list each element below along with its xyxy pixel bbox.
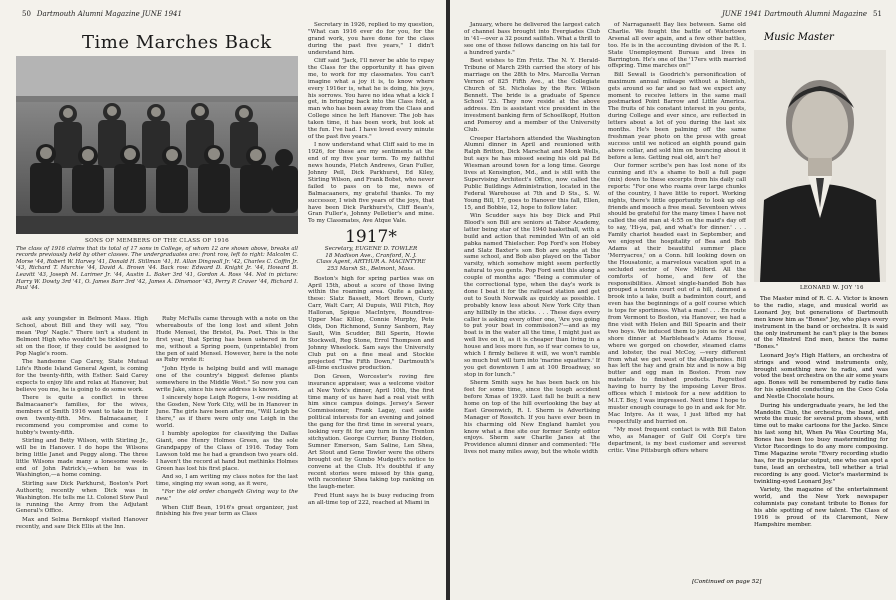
paragraph: I sincerely hope Leigh Rogers, 1-ow residing at the Gosden, New York City, will be in Hanover in June. The girls have been after me, "Will Leigh be there," as if there were only one Leigh in the world. — [156, 394, 298, 429]
paragraph: Max and Selma Bernkopf visited Hanover recently, and saw Dick Ellis at the Inn. — [16, 516, 148, 530]
paragraph: Creeper Hartshorn attended the Washington Alumni dinner in April and reunioned with Ralph Britton, Dick Marschat and Monk Wells, but says he has missed seeing his old pal Ed Wiesman around town for a long time. George lives at Kensington, Md., and is still with the Supervising Architect's Office, now called the Public Buildings Administration, located in the Federal Warehouse at 7th and D Sts., S. W. Young Bill, 17, goes to Hanover this fall, Ellen, 15, and Bobbie, 12, hope to follow later. — [464, 135, 600, 211]
paragraph: Leonard Joy's High Hatters, an orchestra of strings and wood wind instruments only, brought something new to radio, and was voted the best orchestra on the air some years ago. Bones will be remembered by radio fans for his splendid conducting on the Coco Cola and Nestle Chocolate hours. — [754, 352, 888, 401]
music-master-title: Music Master — [764, 32, 834, 43]
paragraph: "John Hyde is helping build and will manage one of the country's biggest defense plants somewhere in the Middle West." So now you can write Jake, since his new address is known. — [156, 365, 298, 393]
class-secretary: Secretary, EUGENE D. TOWLER — [324, 246, 418, 253]
paragraph: I now understand what Cliff said to me in 1926, for these are my sentiments at the end of my five year term. To my faithful news hounds, Fletch Andrews, Gran Fuller, Johnny Pell, Dick Parkhurst, Ed Kiley, Stirling Wilson, and Frank Bobst, who never failed to pass on to me, news of Balmacaaners, my grateful thanks. To my successor, I wish five years of the joys, that have been Dick Parkhurst's, Cliff Bean's, Gran Fuller's, Johnny Pelletier's and mine. To my Classmates, Ave Atque Vale. — [308, 142, 434, 225]
paragraph: Bill Sewall is Goodrich's personification of maximum annual mileage without a blemish, gets around so far and so fast we expect any moment to receive letters in the same mail postmarked Point Barrow and Little America. The fruits of his constant interest in you gents, during College and ever since, are reflected in letters about a lot of you during the last six months. He's been palming off the same freshman year photo on the press with great success until we noticed an eighth pound gain above collar, and sold him on bouncing about it before a lens. Getting real old, ain't he? — [608, 71, 746, 161]
paragraph: Secretary in 1926, replied to my question, "What can 1916 ever do for you, for the grand work, you have done for the class during the past five years," I didn't understand him. — [308, 22, 434, 56]
class-sons-photo-image — [16, 56, 298, 234]
paragraph: Ruby McFalls came through with a note on the whereabouts of the long lost and silent John Hude Mensel, the Bristol, Pa. Poet. This is the first year, that Spring has been ushered in for me, without a Spring poem, (unprintable) from the pen of said Mensel. However, here is the note as Ruby wrote it: — [156, 316, 298, 364]
paragraph: Variety, the magazine of the entertainment world, and the New York newspaper columnists pay constant tribute to Bones for his able spotting of new talent. The Class of 1916 is proud of its Claremont, New Hampshire member. — [754, 486, 888, 528]
paragraph: January, where he delivered the largest catch of channel bass brought into Evergiades Club in '41—over a 32 pound sailfish. What a thrill to see one of those fellows dancing on his tail for a hundred yards." — [464, 22, 600, 56]
class-1917-heading — [308, 229, 434, 272]
paragraph: Stirling saw Dick Parkhurst, Boston's Port Authority, recently when Dick was in Washington. He tells me Lt. Colonel Stew Paul is running the Army from the Adjutant General's Office. — [16, 480, 148, 515]
paragraph: Don Green, Worcester's roving fire insurance appraiser, was a welcome visitor at New York's dinner, April 10th, the first time many of us have had a real visit with him since campus doings. Jersey's Sewer Commissioner, Frank Lagay, cast aside political interests for an evening and joined the gang for the first time in several years, looking very fit for any turn in the Trenton sitchyation. George Currier, Bunny Holden, Sumner Emerson, Sam Saline, Len Shea, Art Stout and Gene Towler were the others brought out by Gumbo Mudgett's notice to convene at the Club. It's doubtful if any recent stories were missed by this gang, with raconteur Shea taking top ranking on the laugh-meter. — [308, 373, 434, 491]
left-column-2 — [156, 316, 298, 600]
paragraph: The handsome Cap Carey, State Mutual Life's Rhode Island General Agent, is coming for the twenty-fifth, with Esther. Said Carey expects to enjoy life and relax at Hanover, but believe you me, he is going to do some work. — [16, 358, 148, 393]
paragraph: "My most frequent contact is with Bill Eaton who, as Manager of Gulf Oil Corp's tire department, is my best customer and severest critic. Vine Pittsburgh offers where — [608, 427, 746, 454]
left-column-3 — [308, 22, 434, 600]
paragraph: Win Scudder says his boy Dick and Phil Blood's son Bill are seniors at Tabor Academy, latter being star of the 1940 basketball, with a build and action that reminded Win of an old pabka named Thielscher. Pop Ford's son Hobey and Slatz Baxter's son Bob are sophs at the same school, and Bob also played on the Tabor varsity, which somehow might seem perfectly natural to you gents. Pop Ford sent this along a couple of months ago: "Being a commuter of the correctional type, when the day's work is done I beat it for the railroad station and get out to South Norwalk as quickly as possible. I probably know less about New York City than any hillbilly in the sticks. . . . These days every caller is asking every other one, 'Are you going to put your boat in commission?'—and as my boat is in the water all the time, I might just as well live on it, as it is cheaper than living in a house and less more fun, so if war comes to us, which I firmly believe it will, we won't ramble so much but will turn into 'marine squatters.' If you get downtown I am at 100 Broadway, so stop in for lunch." — [464, 212, 600, 378]
class-sons-photo — [16, 56, 298, 234]
paragraph: Boston's high for spring parties was on April 15th, about a score of those living within the roaming area. Quite a galaxy, these: Slatz Bassett, Mort Brown, Curly Carr, Walt Carr, Al Dupuis, Will Fitch, Roy Halloran, Spique MacIntyre, Roundtree-Upper Mac Killop, Connie Murphy, Pete Olds, Don Richmond, Sunny Sanborn, Ray Sault, Win Scudder, Bill Sperin, Howie Stockwell, Reg Stone, Errol Thompson and Johnny Wheelock. Sam says the University Club put on a fine meal and Stockie projected "The Fifth Down," Dartmouth's all-time exclusive production. — [308, 275, 434, 372]
right-running-head-text: JUNE 1941 Dartmouth Alumni Magazine — [722, 10, 868, 18]
continued-note: [Continued on page 52] — [692, 579, 762, 585]
paragraph: "For the old order changeth Giving way to the new." — [156, 489, 298, 503]
paragraph: Best wishes to Em Fritz. The N. Y. Herald-Tribune of March 29th carried the story of his marriage on the 28th to Mrs. Marcella Verran Vernon of 825 Fifth Ave., at the Collegiate Church of St. Nicholas by the Rev. Wilson Bennett. The bride is a graduate of Spence School '23. They now reside at the above address. Em is assistant vice president in the investment banking firm of Schoellkopf, Hutton and Pomeroy and a member of the University Club. — [464, 58, 600, 134]
paragraph: The Master mind of R. C. A. Victor is known to the radio, stage, and musical world as Leonard Joy, but generations of Dartmouth men know him as "Bones" Joy, who plays every instrument in the band or orchestra. It is said the only instrument he can't play is the bones of the Minstrel End men, hence the name "Bones." — [754, 296, 888, 351]
paragraph: Fred Hunt says he is busy reducing from an all-time top of 222, reached at Miami in — [308, 492, 434, 506]
left-page-number: 50 — [22, 10, 31, 18]
right-column-2 — [608, 22, 746, 578]
right-page-number: 51 — [873, 10, 882, 18]
paragraph: And so, I am writing my class notes for the last time, singing my swan song, as it were, — [156, 473, 298, 487]
right-column-1 — [464, 22, 600, 600]
music-master-column — [754, 296, 888, 596]
portrait-photo — [754, 50, 886, 282]
photo-caption-text: The class of 1916 claims that its total of 17 sons in College, of whom 12 are shown above, breaks all records previously held by other classes. The undergraduates are: front row, left to right: Malcolm C. Morse '44, Robert W. Harvey '41, Donald H. Stillman '41, H. Allan Dingwall Jr. '42, Charles C. Coffin Jr. '43, Richard T. Murchie '44, David A. Brown '44. Back row: Edward D. Knight Jr. '44, Howard B. Leavitt '43, Joseph M. Larimer Jr. '44, Austin L. Baker 3rd '41, Gordon A. Ross '44. Not in picture: Harry W. Dowty 3rd '41, O. James Barr 3rd '42, James A. Dinsmoor '43, Perry P. Craver '44, Richard I. Paul '44. — [16, 245, 298, 292]
paragraph: There is quite a conflict in three Balmacaaner's families, for the wives, members of Smith 1916 want to take in their own twenty-fifth. Mrs. Balmacaaner, I recommend you compromise and come to hubby's twenty-fifth. — [16, 394, 148, 436]
paragraph: of Narragansett Bay lies between. Same old Charlie. We fought the battle of Watertown Arsenal all over again, and a few other battles, too. He is in the accounting division of the R. I. State Unemployment Bureau and lives in Barrington. He's one of the '17ers with married offspring. Time marches on!" — [608, 22, 746, 70]
paragraph: Our former scribe's pen has lost none of its cunning and it's a shame to boll a full page (mix) down to these excerpts from his daily call reports: "For one who roams over large chunks of the country, I have little to report. Working nights, there's little opportunity to look up old friends and mooch a free meal. Seventeen wives should be grateful for the many times I have not called the old man at 4:55 on the maid's day off to say, 'Hi-ya, pal, and what's for dinner.' . . . Family chariot headed east in September, and we enjoyed the hospitality of Bea and Bob Adams at their beautiful summer place 'Merryacres,' on a Conn. hill looking down on the Housatonic, a marvelous vacation spot in a secluded sector of New Milford. All the comforts of home, and few of the responsibilities. Almost single-handed Bob has grouped a tennis court out of a hill, dammed a brook into a lake, built a badminton court, and even has the beginnings of a golf course which is tops for sportiness. What a man! . . . En route from Vermont to Boston, via Hanover, we had a fine visit with Helen and Bill Spearin and their two boys. We induced them to join us for a real shore dinner at Marblehead's Adams House, where we gorged on chowder, steamed clams and lobster, the real McCoy, —very different from what we get west of the Alleghenies. Bill has left the hay and grain biz and is now a big butter and egg man in Boston. From raw materials to finished products. Regretted having to hurry by the imposing Lever Bros. offices which I mistook for a new addition to M.I.T. Boy, I was impressed. Next time I hope to muster enough courage to go in and ask for Mr. Mac Intyre. As it was, I just lifted my hat respectfully and hurried on. — [608, 163, 746, 425]
left-column-1 — [16, 316, 148, 600]
paragraph: Cliff said "Jack, I'll never be able to repay the Class for the opportunity it has given me, to work for my classmates. You can't imagine what a joy it is, to know where every 1916er is, what he is doing, his joys, his sorrows. You have no idea what a kick I get, in bringing back into the Class fold, a man who has been away from the Class and College since he left Hanover. The job has taken time, it has been work, but look at the fun. I've had. I have loved every minute of the past five years." — [308, 58, 434, 140]
left-page — [0, 0, 446, 600]
paragraph: Sherm Smith says he has been back on his feet for some time, since the tough accident before Xmas of 1939. Last fall he built a new home on top of the hill overlooking the bay at East Greenwich, R. I. Sherm is Advertising Manager of Rossitch. If you have ever been in his charming old New England hamlet you know what a fine site our former Senty editor enjoys. Sherm saw Charlie Janes at the Providence alumni dinner and commented: "He lives not many miles away, but the whole width — [464, 380, 600, 456]
class-secretary-address: 18 Madison Ave., Cranford, N. J. — [325, 252, 417, 259]
paragraph: ask any youngster in Belmont Mass. High School, about Bill and they will say, "You mean 'Pop' Nagle." There isn't a student in Belmont High who wouldn't be tickled just to sit on the floor, if they could be assigned to Pop Nagle's room. — [16, 316, 148, 357]
portrait-caption: LEONARD W. JOY '16 — [800, 285, 864, 291]
paragraph: During his undergraduate years, he led the Mandolin Club, the orchestra, the band, and wrote the music for several prom shows, with time out to make cartoons for the Jacko. Since his last song hit, When Pa Was Courting Ma, Bones has been too busy masterminding for Victor Recordings to do any more composing. Time Magazine wrote "Every recording studio has, for its popular output, one who can spot a tune, lead an orchestra, tell whether a trial recording is any good. Victor's mastermind is twinkling-eyed Leonard Joy." — [754, 402, 888, 485]
paragraph: I humbly apologize for classifying the Dallas Giant, one Henry Holmes Green, as the sole Grandpappy of the Class of 1916. Today Tom Lawson told me he had a grandson two years old. I haven't the record at hand but methinks Holmes Green has lost his first place. — [156, 431, 298, 472]
paragraph: Stirling and Betty Wilson, with Stirling Jr., will be in Hanover. I do hope the Wilsons bring little Janet and Peggy along. The three little Wilsons made many a lonesome week-end of John Patrick's,—when he was in Washington,—a home coming. — [16, 437, 148, 479]
article-title: Time Marches Back — [82, 32, 272, 53]
portrait-image — [754, 50, 886, 282]
class-agent: Class Agent, ARTHUR A. MACINTYRE — [316, 259, 426, 266]
class-agent-address: 253 Marsh St., Belmont, Mass. — [327, 266, 415, 273]
left-running-head — [22, 10, 182, 18]
photo-caption — [16, 238, 298, 292]
class-year: 1917* — [345, 227, 397, 248]
left-running-head-text: Dartmouth Alumni Magazine JUNE 1941 — [36, 10, 182, 18]
photo-caption-title: SONS OF MEMBERS OF THE CLASS OF 1916 — [84, 238, 230, 244]
right-running-head — [722, 10, 882, 18]
paragraph: When Cliff Bean, 1916's great organizer, just finishing his five year term as Class — [156, 504, 298, 518]
